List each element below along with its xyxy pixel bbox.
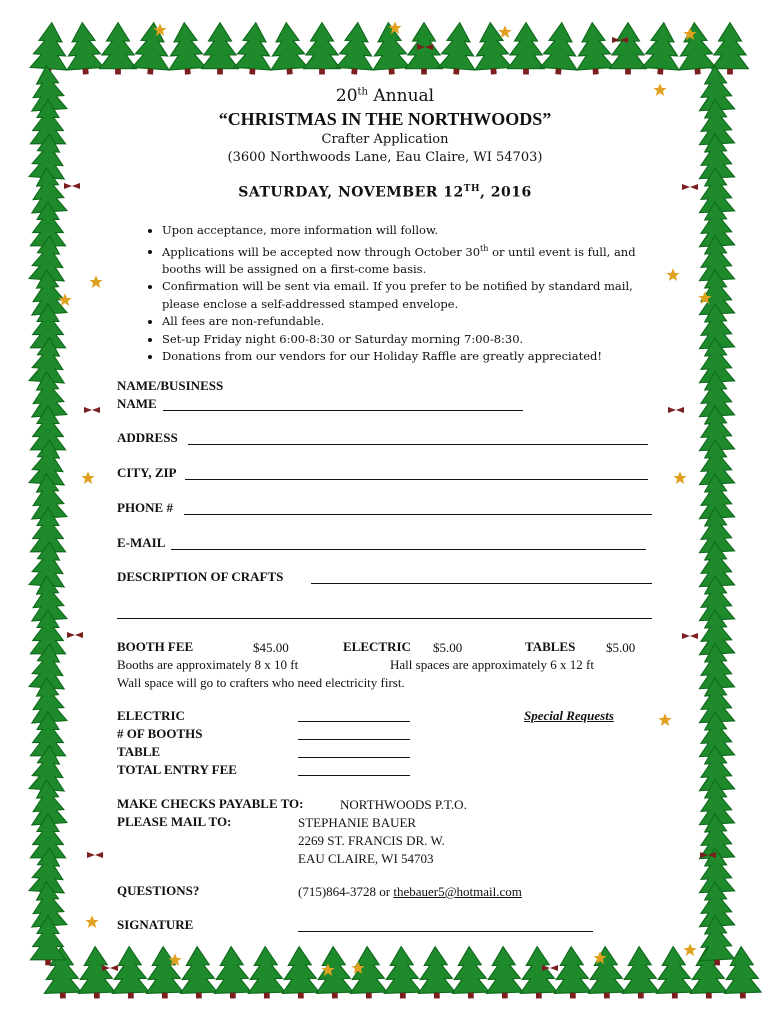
name-field-line[interactable] [163,410,523,411]
email-label: E-MAIL [117,535,166,550]
crafts-label: DESCRIPTION OF CRAFTS [117,569,284,584]
electric-fee-price: $5.00 [433,640,463,655]
bullet-item: • All fees are non-refundable. [162,313,652,331]
tables-fee-label: TABLES [525,639,576,654]
booths-total-line[interactable] [298,739,410,740]
annual-sup: th [357,86,368,98]
mail-to-street: 2269 ST. FRANCIS DR. W. [298,833,445,848]
date-main: SATURDAY, NOVEMBER 12 [238,184,464,201]
address-field-line[interactable] [188,444,648,445]
booth-fee-price: $45.00 [253,640,289,655]
checks-payable-label: MAKE CHECKS PAYABLE TO: [117,796,304,811]
table-total-label: TABLE [117,744,161,759]
email-field-line[interactable] [171,549,646,550]
date-year: , 2016 [479,184,532,201]
bullet-item: • Upon acceptance, more information will follow. [162,222,652,240]
crafts-field-line-2[interactable] [117,618,652,619]
mail-to-label: PLEASE MAIL TO: [117,814,232,829]
checks-payable-value: NORTHWOODS P.T.O. [340,797,467,812]
questions-contact [298,884,522,900]
event-title: “CHRISTMAS IN THE NORTHWOODS” [218,109,552,129]
electric-fee-label: ELECTRIC [343,639,411,654]
contact-phone: (715)864-3728 or [298,884,394,899]
bullet-item: • Applications will be accepted now through October 30th or until event is full, and booths will be assigned on a first-come basis. [162,240,652,279]
total-entry-fee-line[interactable] [298,775,410,776]
electric-total-line[interactable] [298,721,410,722]
booth-fee-label: BOOTH FEE [117,639,194,654]
annual-number: 20 [335,86,358,106]
questions-label: QUESTIONS? [117,883,200,898]
info-bullet-list [140,222,652,366]
event-date [0,184,770,201]
crafts-field-line[interactable] [311,583,652,584]
bullet-item: • Confirmation will be sent via email. If you prefer to be notified by standard mail, please enclose a self-addressed stamped envelope. [162,278,652,313]
city-zip-field-line[interactable] [185,479,648,480]
mail-to-name: STEPHANIE BAUER [298,815,417,830]
special-requests-label: Special Requests [524,708,614,723]
address-label: ADDRESS [117,430,178,445]
wall-space-note: Wall space will go to crafters who need electricity first. [117,675,405,690]
form-subtitle: Crafter Application [321,132,449,147]
mail-to-city: EAU CLAIRE, WI 54703 [298,851,434,866]
name-label: NAME [117,396,157,411]
bullet-item: • Donations from our vendors for our Holiday Raffle are greatly appreciated! [162,348,652,366]
booths-total-label: # OF BOOTHS [117,726,203,741]
total-entry-fee-label: TOTAL ENTRY FEE [117,762,237,777]
bullet-item: • Set-up Friday night 6:00-8:30 or Saturday morning 7:00-8:30. [162,331,652,349]
signature-label: SIGNATURE [117,917,194,932]
date-sup: TH [463,184,480,194]
city-zip-label: CITY, ZIP [117,465,177,480]
contact-email-link[interactable]: thebauer5@hotmail.com [393,884,522,899]
signature-line[interactable] [298,931,593,932]
phone-label: PHONE # [117,500,173,515]
table-total-line[interactable] [298,757,410,758]
annual-heading [0,86,770,106]
name-label-line1: NAME/BUSINESS [117,378,224,393]
tables-fee-price: $5.00 [606,640,636,655]
hall-size-note: Hall spaces are approximately 6 x 12 ft [390,657,594,672]
electric-total-label: ELECTRIC [117,708,185,723]
annual-word: Annual [373,86,435,106]
booth-size-note: Booths are approximately 8 x 10 ft [117,657,299,672]
event-address: (3600 Northwoods Lane, Eau Claire, WI 54703) [227,150,543,165]
phone-field-line[interactable] [184,514,652,515]
